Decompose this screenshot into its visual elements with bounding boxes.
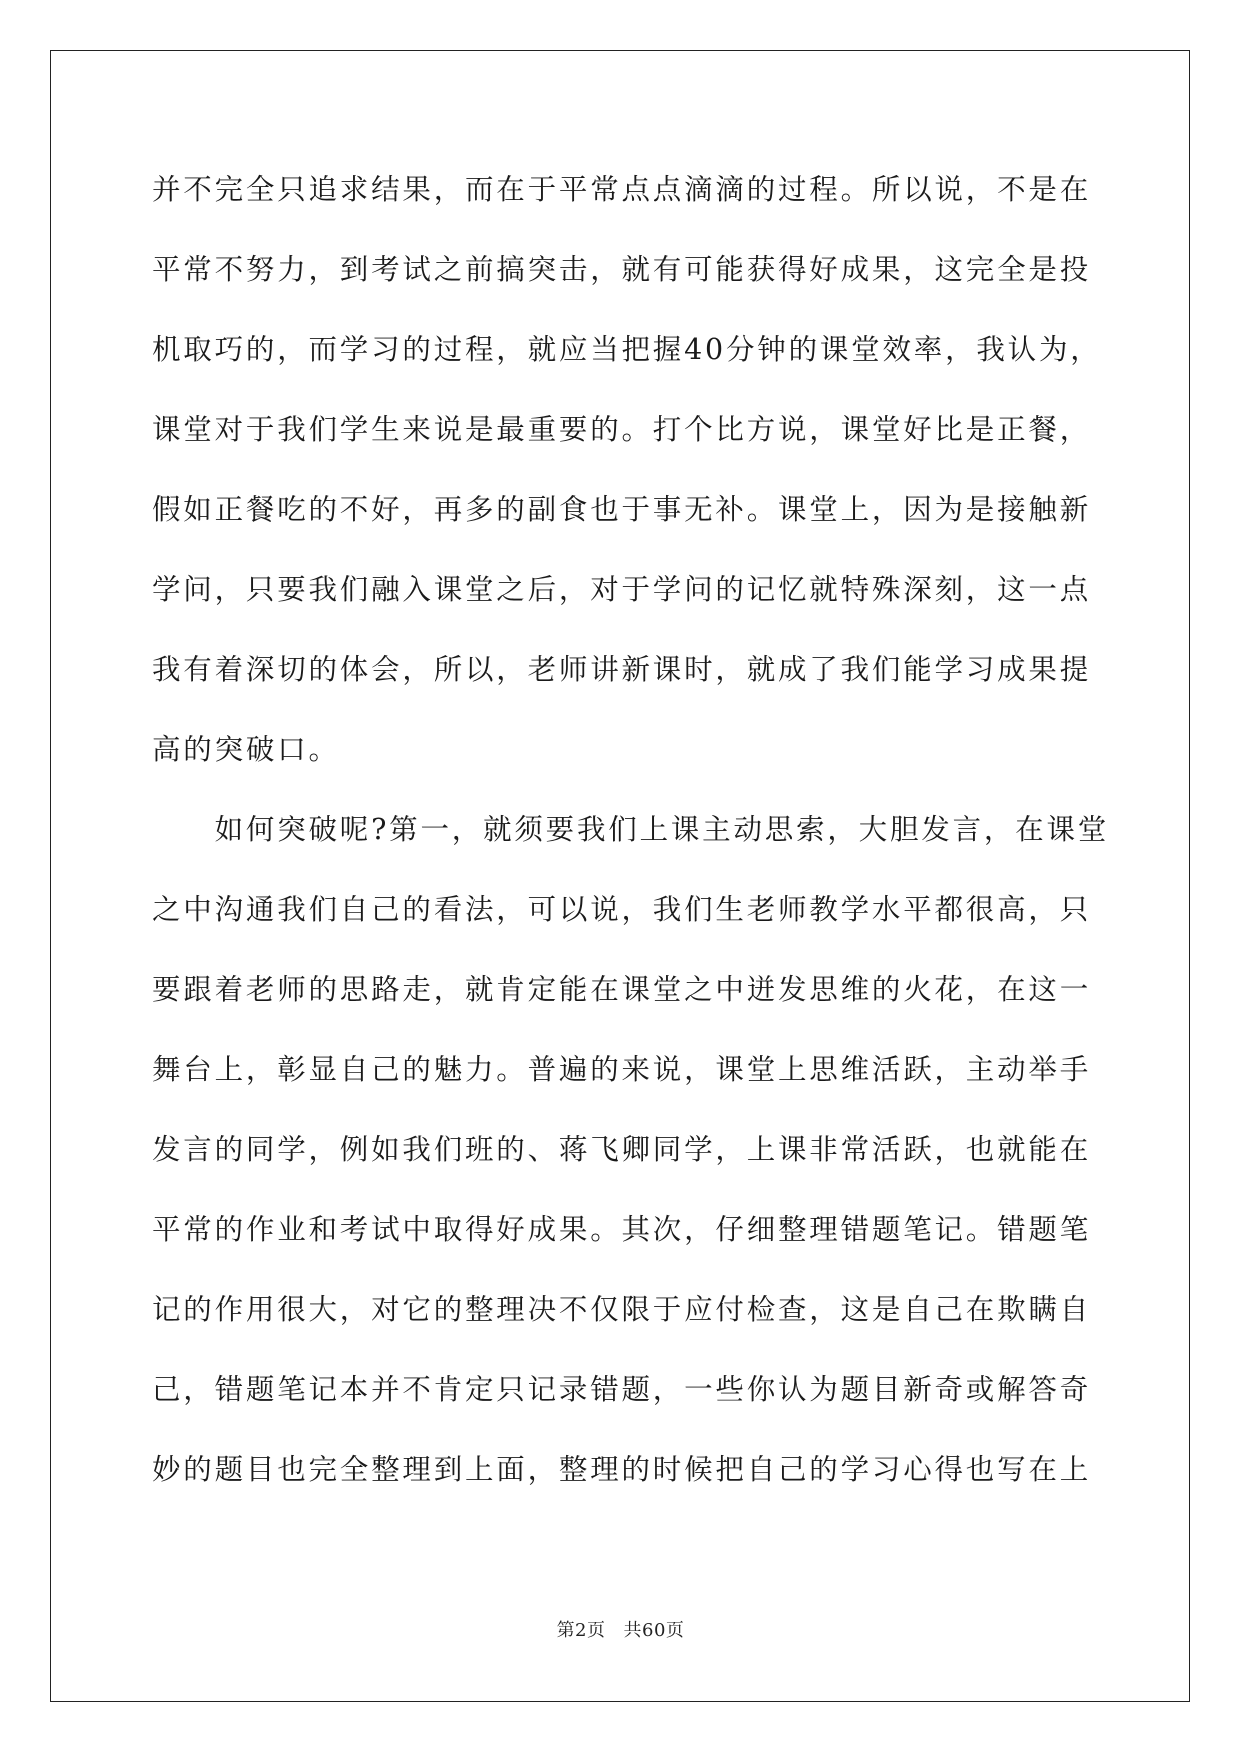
page-total: 共60页 xyxy=(623,1620,685,1641)
text-line: 学问，只要我们融入课堂之后，对于学问的记忆就特殊深刻，这一点 xyxy=(152,573,1092,606)
text-line: 要跟着老师的思路走，就肯定能在课堂之中迸发思维的火花，在这一 xyxy=(152,973,1092,1006)
text-line: 如何突破呢?第一，就须要我们上课主动思索，大胆发言，在课堂 xyxy=(152,813,1110,846)
text-line: 并不完全只追求结果，而在于平常点点滴滴的过程。所以说，不是在 xyxy=(152,173,1092,206)
document-body xyxy=(152,166,1110,1526)
text-line: 机取巧的，而学习的过程，就应当把握40分钟的课堂效率，我认为， xyxy=(152,333,1102,366)
text-line: 课堂对于我们学生来说是最重要的。打个比方说，课堂好比是正餐， xyxy=(152,413,1092,446)
text-line: 我有着深切的体会，所以，老师讲新课时，就成了我们能学习成果提 xyxy=(152,653,1092,686)
page-number: 第2页 xyxy=(556,1620,606,1641)
text-line: 假如正餐吃的不好，再多的副食也于事无补。课堂上，因为是接触新 xyxy=(152,493,1092,526)
text-line: 平常不努力，到考试之前搞突击，就有可能获得好成果，这完全是投 xyxy=(152,253,1092,286)
text-line: 之中沟通我们自己的看法，可以说，我们生老师教学水平都很高，只 xyxy=(152,893,1092,926)
text-line: 高的突破口。 xyxy=(152,733,340,766)
text-line: 舞台上，彰显自己的魅力。普遍的来说，课堂上思维活跃，主动举手 xyxy=(152,1053,1092,1086)
page-footer xyxy=(0,1616,1241,1642)
text-line: 发言的同学，例如我们班的、蒋飞卿同学，上课非常活跃，也就能在 xyxy=(152,1133,1092,1166)
text-line: 记的作用很大，对它的整理决不仅限于应付检查，这是自己在欺瞒自 xyxy=(152,1293,1092,1326)
text-line: 己，错题笔记本并不肯定只记录错题，一些你认为题目新奇或解答奇 xyxy=(152,1373,1092,1406)
text-line: 妙的题目也完全整理到上面，整理的时候把自己的学习心得也写在上 xyxy=(152,1453,1092,1486)
text-line: 平常的作业和考试中取得好成果。其次，仔细整理错题笔记。错题笔 xyxy=(152,1213,1092,1246)
